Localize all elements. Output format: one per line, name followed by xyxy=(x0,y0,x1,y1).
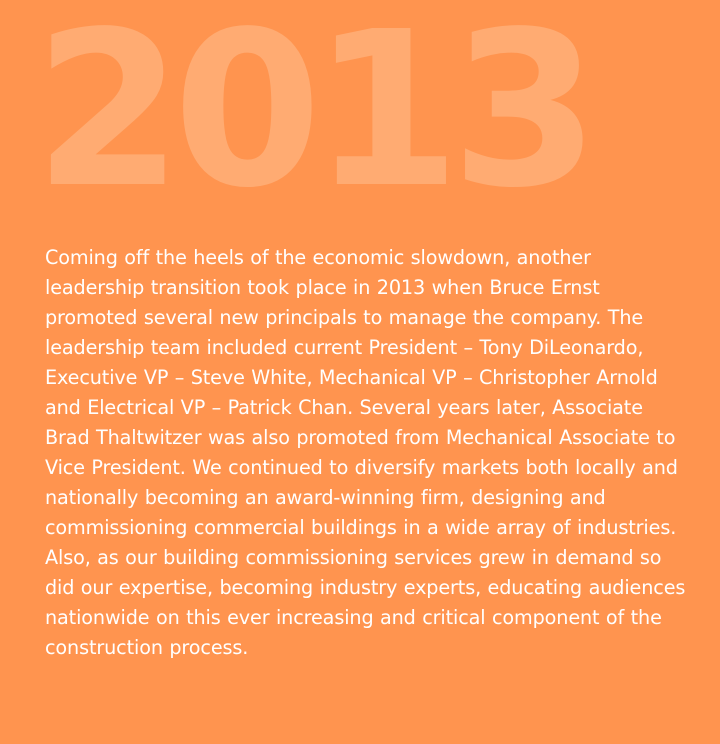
milestone-description: Coming off the heels of the economic slowdown, another leadership transition took place in 2013 when Bruce Ernst promoted several new principals to manage the company. The leadership team included current President – Tony DiLeonardo, Executive VP – Steve White, Mechanical VP – Christopher Arnold and Electrical VP – Patrick Chan. Several years later, Associate Brad Thaltwitzer was also promoted from Mechanical Associate to Vice President. We continued to diversify markets both locally and nationally becoming an award-winning firm, designing and commissioning commercial buildings in a wide array of industries. Also, as our building commissioning services grew in demand so did our expertise, becoming industry experts, educating audiences nationwide on this ever increasing and critical component of the construction process. xyxy=(45,246,686,659)
milestone-year: 2013 xyxy=(34,0,590,235)
